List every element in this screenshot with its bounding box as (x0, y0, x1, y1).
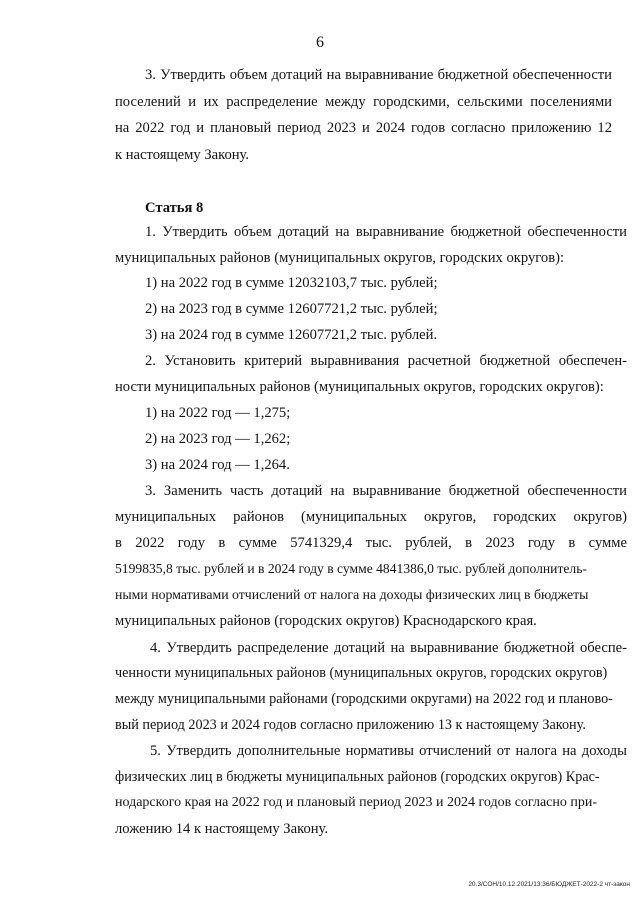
text-line: ности муниципальных районов (муниципальных округов, городских округов): (115, 379, 604, 395)
text-line: 4. Утвердить распределение дотаций на выравнивание бюджетной обеспе- (150, 640, 627, 656)
text-line: 5. Утвердить дополнительные нормативы отчислений от налога на доходы (150, 743, 627, 759)
list-item: 1) на 2022 год в сумме 12032103,7 тыс. рублей; (145, 275, 438, 291)
text-line: поселений и их распределение между городскими, сельскими поселениями (115, 94, 612, 110)
text-line: муниципальных районов (муниципальных округов, городских округов): (115, 250, 565, 266)
text-line: муниципальных районов (городских округов) Краснодарского края. (115, 613, 537, 629)
text-line: между муниципальными районами (городскими округами) на 2022 год и планово- (115, 691, 613, 707)
list-item: 3) на 2024 год — 1,264. (145, 457, 290, 473)
text-line: 3. Заменить часть дотаций на выравнивание бюджетной обеспеченности (145, 483, 627, 499)
text-line: муниципальных районов (муниципальных округов, городских округов) (115, 509, 627, 525)
text-line: в 2022 году в сумме 5741329,4 тыс. рублей, в 2023 году в сумме (115, 535, 627, 551)
text-line: к настоящему Закону. (115, 147, 250, 163)
text-line: 5199835,8 тыс. рублей и в 2024 году в сумме 4841386,0 тыс. рублей дополнитель- (115, 561, 587, 576)
text-line: вый период 2023 и 2024 годов согласно приложению 13 к настоящему Закону. (115, 717, 586, 733)
list-item: 3) на 2024 год в сумме 12607721,2 тыс. рублей. (145, 327, 438, 343)
text-line: на 2022 год и плановый период 2023 и 2024 годов согласно приложению 12 (115, 120, 612, 136)
list-item: 2) на 2023 год в сумме 12607721,2 тыс. рублей; (145, 301, 438, 317)
text-line: 1. Утвердить объем дотаций на выравнивание бюджетной обеспеченности (145, 224, 627, 240)
article-heading: Статья 8 (145, 200, 204, 216)
list-item: 2) на 2023 год — 1,262; (145, 431, 291, 447)
page-number: 6 (316, 34, 324, 51)
text-line: ченности муниципальных районов (муниципальных округов, городских округов) (115, 665, 608, 681)
footer-stamp: 20.3/СОН/10.12.2021/13:36/БЮДЖЕТ-2022-2 чт-закон (468, 881, 630, 888)
text-line: нодарского края на 2022 год и плановый период 2023 и 2024 годов согласно при- (115, 795, 598, 810)
text-line: ложению 14 к настоящему Закону. (115, 821, 329, 837)
list-item: 1) на 2022 год — 1,275; (145, 405, 291, 421)
text-line: 3. Утвердить объем дотаций на выравнивание бюджетной обеспеченности (145, 67, 612, 83)
text-line: ными нормативами отчислений от налога на доходы физических лиц в бюджеты (115, 587, 589, 602)
text-line: физических лиц в бюджеты муниципальных районов (городских округов) Крас- (115, 769, 600, 785)
text-line: 2. Установить критерий выравнивания расчетной бюджетной обеспечен- (145, 353, 627, 369)
